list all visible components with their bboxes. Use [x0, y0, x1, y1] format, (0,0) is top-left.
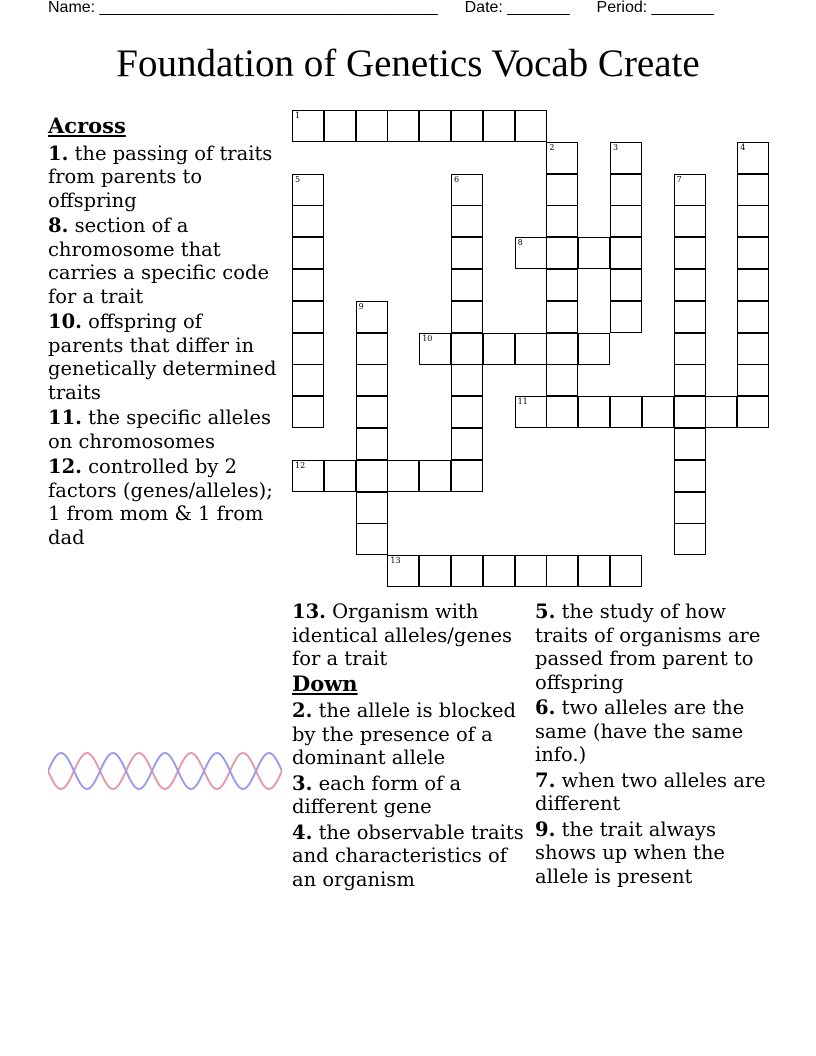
- clue-number: 12: [295, 460, 306, 470]
- grid-cell[interactable]: [451, 110, 483, 142]
- clue-down-5: 5. the study of how traits of organisms are passed from parent to offspring: [535, 600, 761, 694]
- grid-cell[interactable]: [387, 555, 419, 587]
- grid-cell[interactable]: [419, 110, 451, 142]
- grid-cell[interactable]: [483, 555, 515, 587]
- grid-cell[interactable]: [292, 237, 324, 269]
- grid-cell[interactable]: [483, 333, 515, 365]
- grid-cell[interactable]: [419, 555, 451, 587]
- grid-cell[interactable]: [737, 269, 769, 301]
- grid-cell[interactable]: [515, 396, 547, 428]
- grid-cell[interactable]: [292, 110, 324, 142]
- grid-cell[interactable]: [387, 110, 419, 142]
- grid-cell[interactable]: [324, 460, 356, 492]
- grid-cell[interactable]: [292, 364, 324, 396]
- grid-cell[interactable]: [292, 301, 324, 333]
- clue-across-12: 12. controlled by 2 factors (genes/alleles); 1 from mom & 1 from dad: [48, 455, 273, 549]
- grid-cell[interactable]: [451, 301, 483, 333]
- grid-cell[interactable]: [483, 110, 515, 142]
- clue-across-10: 10. offspring of parents that differ in genetically determined traits: [48, 310, 277, 404]
- grid-cell[interactable]: [356, 523, 388, 555]
- grid-cell[interactable]: [674, 301, 706, 333]
- grid-cell[interactable]: [578, 555, 610, 587]
- across-heading: Across: [48, 113, 126, 138]
- grid-cell[interactable]: [546, 205, 578, 237]
- grid-cell[interactable]: [674, 174, 706, 206]
- clue-number: 3: [613, 142, 619, 152]
- clue-down-3: 3. each form of a different gene: [292, 771, 462, 818]
- grid-cell[interactable]: [674, 237, 706, 269]
- clues-column-middle: [292, 600, 528, 893]
- period-field-label: Period: _______: [596, 0, 714, 16]
- clue-across-8: 8. section of a chromosome that carries a specific code for a trait: [48, 214, 269, 308]
- grid-cell[interactable]: [610, 396, 642, 428]
- grid-cell[interactable]: [610, 301, 642, 333]
- clues-column-right: [535, 600, 775, 890]
- grid-cell[interactable]: [292, 174, 324, 206]
- grid-cell[interactable]: [610, 205, 642, 237]
- grid-cell[interactable]: [292, 460, 324, 492]
- clue-down-9: 9. the trait always shows up when the allele is present: [535, 817, 725, 888]
- grid-cell[interactable]: [610, 269, 642, 301]
- down-heading: Down: [292, 670, 358, 696]
- grid-cell[interactable]: [737, 174, 769, 206]
- grid-cell[interactable]: [737, 142, 769, 174]
- grid-cell[interactable]: [578, 333, 610, 365]
- grid-cell[interactable]: [737, 364, 769, 396]
- grid-cell[interactable]: [387, 460, 419, 492]
- grid-cell[interactable]: [451, 428, 483, 460]
- grid-cell[interactable]: [515, 110, 547, 142]
- clue-across-1: 1. the passing of traits from parents to offspring: [48, 141, 273, 212]
- grid-cell[interactable]: [610, 237, 642, 269]
- grid-cell[interactable]: [451, 333, 483, 365]
- grid-cell[interactable]: [674, 428, 706, 460]
- grid-cell[interactable]: [674, 523, 706, 555]
- grid-cell[interactable]: [419, 460, 451, 492]
- clue-number: 8: [517, 238, 523, 248]
- clue-down-2: 2. the allele is blocked by the presence of a dominant allele: [292, 699, 516, 769]
- grid-cell[interactable]: [451, 460, 483, 492]
- grid-cell[interactable]: [451, 396, 483, 428]
- grid-cell[interactable]: [419, 333, 451, 365]
- grid-cell[interactable]: [674, 269, 706, 301]
- grid-cell[interactable]: [546, 174, 578, 206]
- grid-cell[interactable]: [515, 555, 547, 587]
- grid-cell[interactable]: [642, 396, 674, 428]
- grid-cell[interactable]: [674, 396, 706, 428]
- clue-number: 10: [422, 333, 433, 343]
- grid-cell[interactable]: [292, 333, 324, 365]
- name-field-label: Name: ______________________________________: [48, 0, 438, 16]
- grid-cell[interactable]: [546, 364, 578, 396]
- clue-down-6: 6. two alleles are the same (have the same info.): [535, 696, 745, 766]
- clue-number: 5: [295, 174, 301, 184]
- grid-cell[interactable]: [737, 396, 769, 428]
- clue-number: 7: [676, 174, 682, 184]
- clue-number: 9: [358, 301, 364, 311]
- grid-cell[interactable]: [515, 333, 547, 365]
- grid-cell[interactable]: [324, 110, 356, 142]
- grid-cell[interactable]: [356, 333, 388, 365]
- grid-cell[interactable]: [451, 174, 483, 206]
- grid-cell[interactable]: [674, 333, 706, 365]
- grid-cell[interactable]: [546, 237, 578, 269]
- across-clues: [48, 113, 282, 551]
- grid-cell[interactable]: [546, 269, 578, 301]
- dna-strand-red: [48, 753, 282, 789]
- grid-cell[interactable]: [610, 174, 642, 206]
- clue-number: 4: [740, 142, 746, 152]
- grid-cell[interactable]: [451, 555, 483, 587]
- grid-cell[interactable]: [356, 110, 388, 142]
- header-fields: [48, 0, 714, 17]
- grid-cell[interactable]: [356, 492, 388, 524]
- grid-cell[interactable]: [356, 364, 388, 396]
- clue-across-13: 13. Organism with identical alleles/genes for a trait: [292, 600, 512, 670]
- clue-number: 11: [517, 397, 528, 407]
- grid-cell[interactable]: [546, 333, 578, 365]
- grid-cell[interactable]: [451, 269, 483, 301]
- grid-cell[interactable]: [356, 428, 388, 460]
- grid-cell[interactable]: [515, 237, 547, 269]
- grid-cell[interactable]: [356, 396, 388, 428]
- grid-cell[interactable]: [356, 301, 388, 333]
- grid-cell[interactable]: [546, 301, 578, 333]
- date-field-label: Date: _______: [464, 0, 570, 16]
- clue-number: 2: [549, 142, 555, 152]
- grid-cell[interactable]: [292, 396, 324, 428]
- grid-cell[interactable]: [578, 396, 610, 428]
- grid-cell[interactable]: [292, 269, 324, 301]
- clue-number: 6: [454, 174, 460, 184]
- grid-cell[interactable]: [737, 301, 769, 333]
- grid-cell[interactable]: [737, 205, 769, 237]
- grid-cell[interactable]: [546, 396, 578, 428]
- grid-cell[interactable]: [674, 205, 706, 237]
- dna-helix-icon: [48, 748, 282, 794]
- grid-cell[interactable]: [674, 460, 706, 492]
- clue-down-4: 4. the observable traits and characteristics of an organism: [292, 820, 524, 891]
- page-title: Foundation of Genetics Vocab Create: [116, 42, 700, 85]
- grid-cell[interactable]: [451, 364, 483, 396]
- grid-cell[interactable]: [546, 555, 578, 587]
- grid-cell[interactable]: [578, 237, 610, 269]
- grid-cell[interactable]: [610, 142, 642, 174]
- grid-cell[interactable]: [451, 205, 483, 237]
- grid-cell[interactable]: [737, 237, 769, 269]
- grid-cell[interactable]: [546, 142, 578, 174]
- clue-down-7: 7. when two alleles are different: [535, 768, 766, 815]
- grid-cell[interactable]: [356, 460, 388, 492]
- grid-cell[interactable]: [705, 396, 737, 428]
- clue-across-11: 11. the specific alleles on chromosomes: [48, 406, 272, 453]
- grid-cell[interactable]: [737, 333, 769, 365]
- grid-cell[interactable]: [292, 205, 324, 237]
- dna-strand-blue: [48, 753, 282, 789]
- clue-number: 13: [390, 556, 401, 566]
- grid-cell[interactable]: [451, 237, 483, 269]
- clue-number: 1: [295, 111, 301, 120]
- grid-cell[interactable]: [674, 492, 706, 524]
- grid-cell[interactable]: [610, 555, 642, 587]
- grid-cell[interactable]: [674, 364, 706, 396]
